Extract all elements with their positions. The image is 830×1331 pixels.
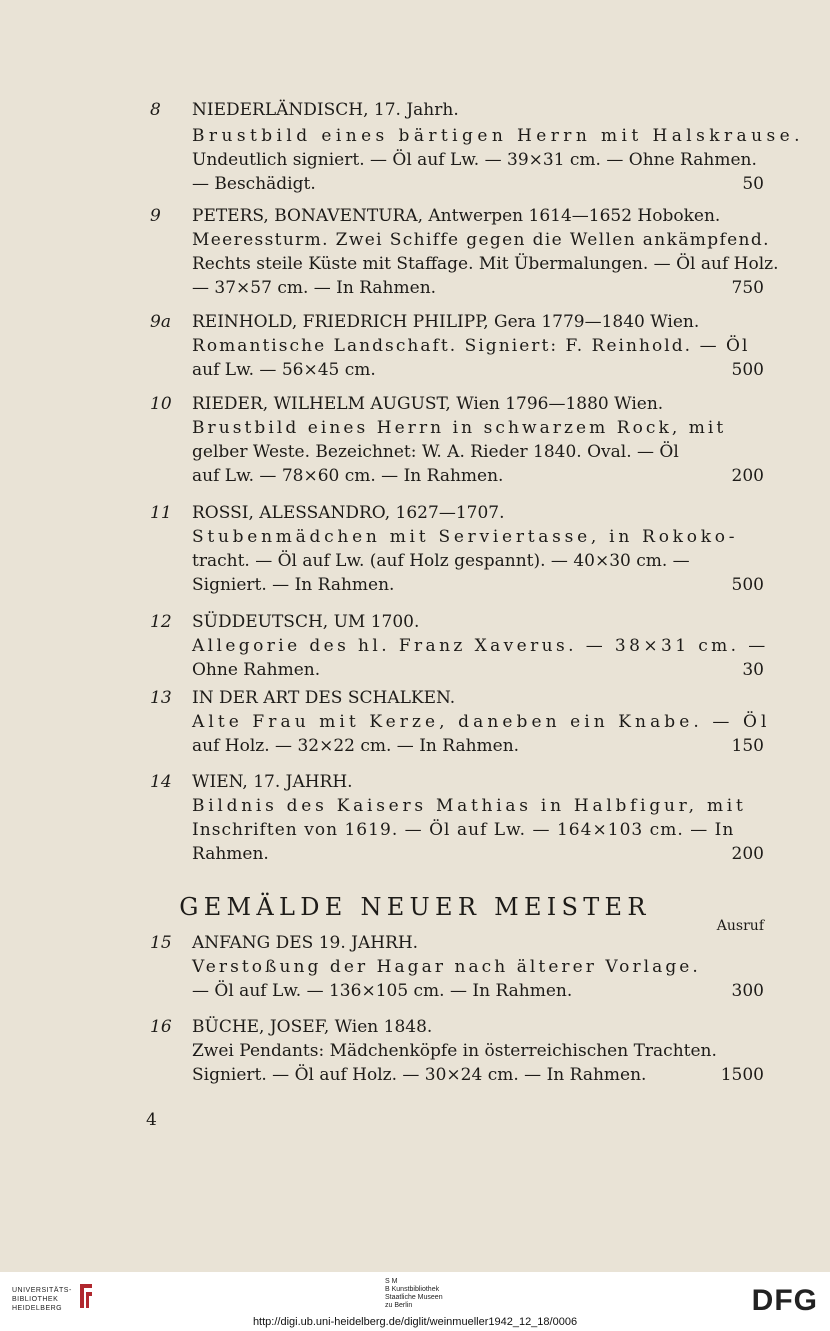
entry-description: auf Lw. — 78×60 cm. — In Rahmen. — [192, 466, 504, 486]
entry-title: SÜDDEUTSCH, UM 1700. — [192, 612, 420, 632]
entry-description: Zwei Pendants: Mädchenköpfe in österreichischen Trachten. — [192, 1041, 717, 1061]
entry-title: WIEN, 17. JAHRH. — [192, 772, 353, 792]
entry-description: Rahmen. — [192, 844, 269, 864]
entry-number: 16 — [150, 1017, 172, 1037]
permalink-link[interactable]: http://digi.ub.uni-heidelberg.de/diglit/weinmueller1942_12_18/0006 — [252, 1316, 578, 1328]
logo-text-line: S M — [385, 1278, 398, 1285]
entry-number: 10 — [150, 394, 172, 414]
entry-description: Brustbild eines bärtigen Herrn mit Halskrause. — [192, 126, 804, 146]
library-name-line: HEIDELBERG — [12, 1305, 63, 1312]
university-library-logo — [12, 1286, 72, 1313]
library-name-line: UNIVERSITÄTS- — [12, 1287, 72, 1294]
entry-number: 13 — [150, 688, 172, 708]
entry-description: Signiert. — In Rahmen. — [192, 575, 395, 595]
entry-number: 12 — [150, 612, 172, 632]
logo-text-line: zu Berlin — [385, 1302, 413, 1309]
entry-description: — Öl auf Lw. — 136×105 cm. — In Rahmen. — [192, 981, 573, 1001]
entry-description: — 37×57 cm. — In Rahmen. — [192, 278, 437, 298]
entry-number: 15 — [150, 933, 172, 953]
entry-price: 500 — [731, 360, 764, 380]
permalink — [0, 1316, 830, 1328]
entry-description: auf Lw. — 56×45 cm. — [192, 360, 376, 380]
entry-description: Ohne Rahmen. — [192, 660, 321, 680]
entry-price: 50 — [742, 174, 764, 194]
entry-title: PETERS, BONAVENTURA, Antwerpen 1614—1652 Hoboken. — [192, 206, 721, 226]
section-heading: GEMÄLDE NEUER MEISTER — [179, 893, 651, 921]
entry-title: REINHOLD, FRIEDRICH PHILIPP, Gera 1779—1840 Wien. — [192, 312, 700, 332]
entry-description: tracht. — Öl auf Lw. (auf Holz gespannt). — 40×30 cm. — — [192, 551, 690, 571]
entry-price: 30 — [742, 660, 764, 680]
entry-description: Brustbild eines Herrn in schwarzem Rock, mit — [192, 418, 727, 438]
entry-title: RIEDER, WILHELM AUGUST, Wien 1796—1880 Wien. — [192, 394, 664, 414]
entry-price: 150 — [731, 736, 764, 756]
entry-description: Meeressturm. Zwei Schiffe gegen die Wellen ankämpfend. — [192, 230, 770, 250]
entry-price: 200 — [731, 466, 764, 486]
entry-description: Allegorie des hl. Franz Xaverus. — 38×31 cm. — — [192, 636, 769, 656]
column-label-ausruf: Ausruf — [716, 918, 764, 934]
entry-title: BÜCHE, JOSEF, Wien 1848. — [192, 1017, 433, 1037]
page-number: 4 — [146, 1110, 157, 1130]
entry-price: 200 — [731, 844, 764, 864]
entry-description: Stubenmädchen mit Serviertasse, in Rokoko- — [192, 527, 739, 547]
entry-description: Undeutlich signiert. — Öl auf Lw. — 39×31 cm. — Ohne Rahmen. — [192, 150, 757, 170]
entry-description: Bildnis des Kaisers Mathias in Halbfigur, mit — [192, 796, 747, 816]
entry-number: 14 — [150, 772, 172, 792]
entry-description: Signiert. — Öl auf Holz. — 30×24 cm. — In Rahmen. — [192, 1065, 647, 1085]
entry-title: ANFANG DES 19. JAHRH. — [192, 933, 419, 953]
entry-price: 500 — [731, 575, 764, 595]
entry-number: 11 — [150, 503, 172, 523]
entry-price: 1500 — [720, 1065, 764, 1085]
digitization-footer — [0, 1272, 830, 1331]
entry-title: NIEDERLÄNDISCH, 17. Jahrh. — [192, 100, 459, 120]
entry-title: ROSSI, ALESSANDRO, 1627—1707. — [192, 503, 505, 523]
entry-title: IN DER ART DES SCHALKEN. — [192, 688, 456, 708]
entry-description: Rechts steile Küste mit Staffage. Mit Übermalungen. — Öl auf Holz. — [192, 254, 779, 274]
entry-number: 9a — [150, 312, 171, 332]
entry-description: Inschriften von 1619. — Öl auf Lw. — 164×103 cm. — In — [192, 820, 735, 840]
entry-price: 750 — [731, 278, 764, 298]
entry-number: 8 — [150, 100, 161, 120]
entry-description: — Beschädigt. — [192, 174, 316, 194]
entry-description: auf Holz. — 32×22 cm. — In Rahmen. — [192, 736, 520, 756]
library-emblem-icon — [76, 1282, 96, 1310]
dfg-logo: DFG — [751, 1284, 818, 1317]
entry-description: Verstoßung der Hagar nach älterer Vorlage. — [192, 957, 701, 977]
logo-text-line: Staatliche Museen — [385, 1294, 443, 1301]
entry-number: 9 — [150, 206, 161, 226]
entry-description: Alte Frau mit Kerze, daneben ein Knabe. — Öl — [192, 712, 771, 732]
entry-price: 300 — [731, 981, 764, 1001]
kunstbibliothek-logo — [385, 1278, 443, 1310]
logo-text-line: B Kunstbibliothek — [385, 1286, 440, 1293]
entry-description: gelber Weste. Bezeichnet: W. A. Rieder 1840. Oval. — Öl — [192, 442, 679, 462]
entry-description: Romantische Landschaft. Signiert: F. Reinhold. — Öl — [192, 336, 750, 356]
library-name-line: BIBLIOTHEK — [12, 1296, 59, 1303]
